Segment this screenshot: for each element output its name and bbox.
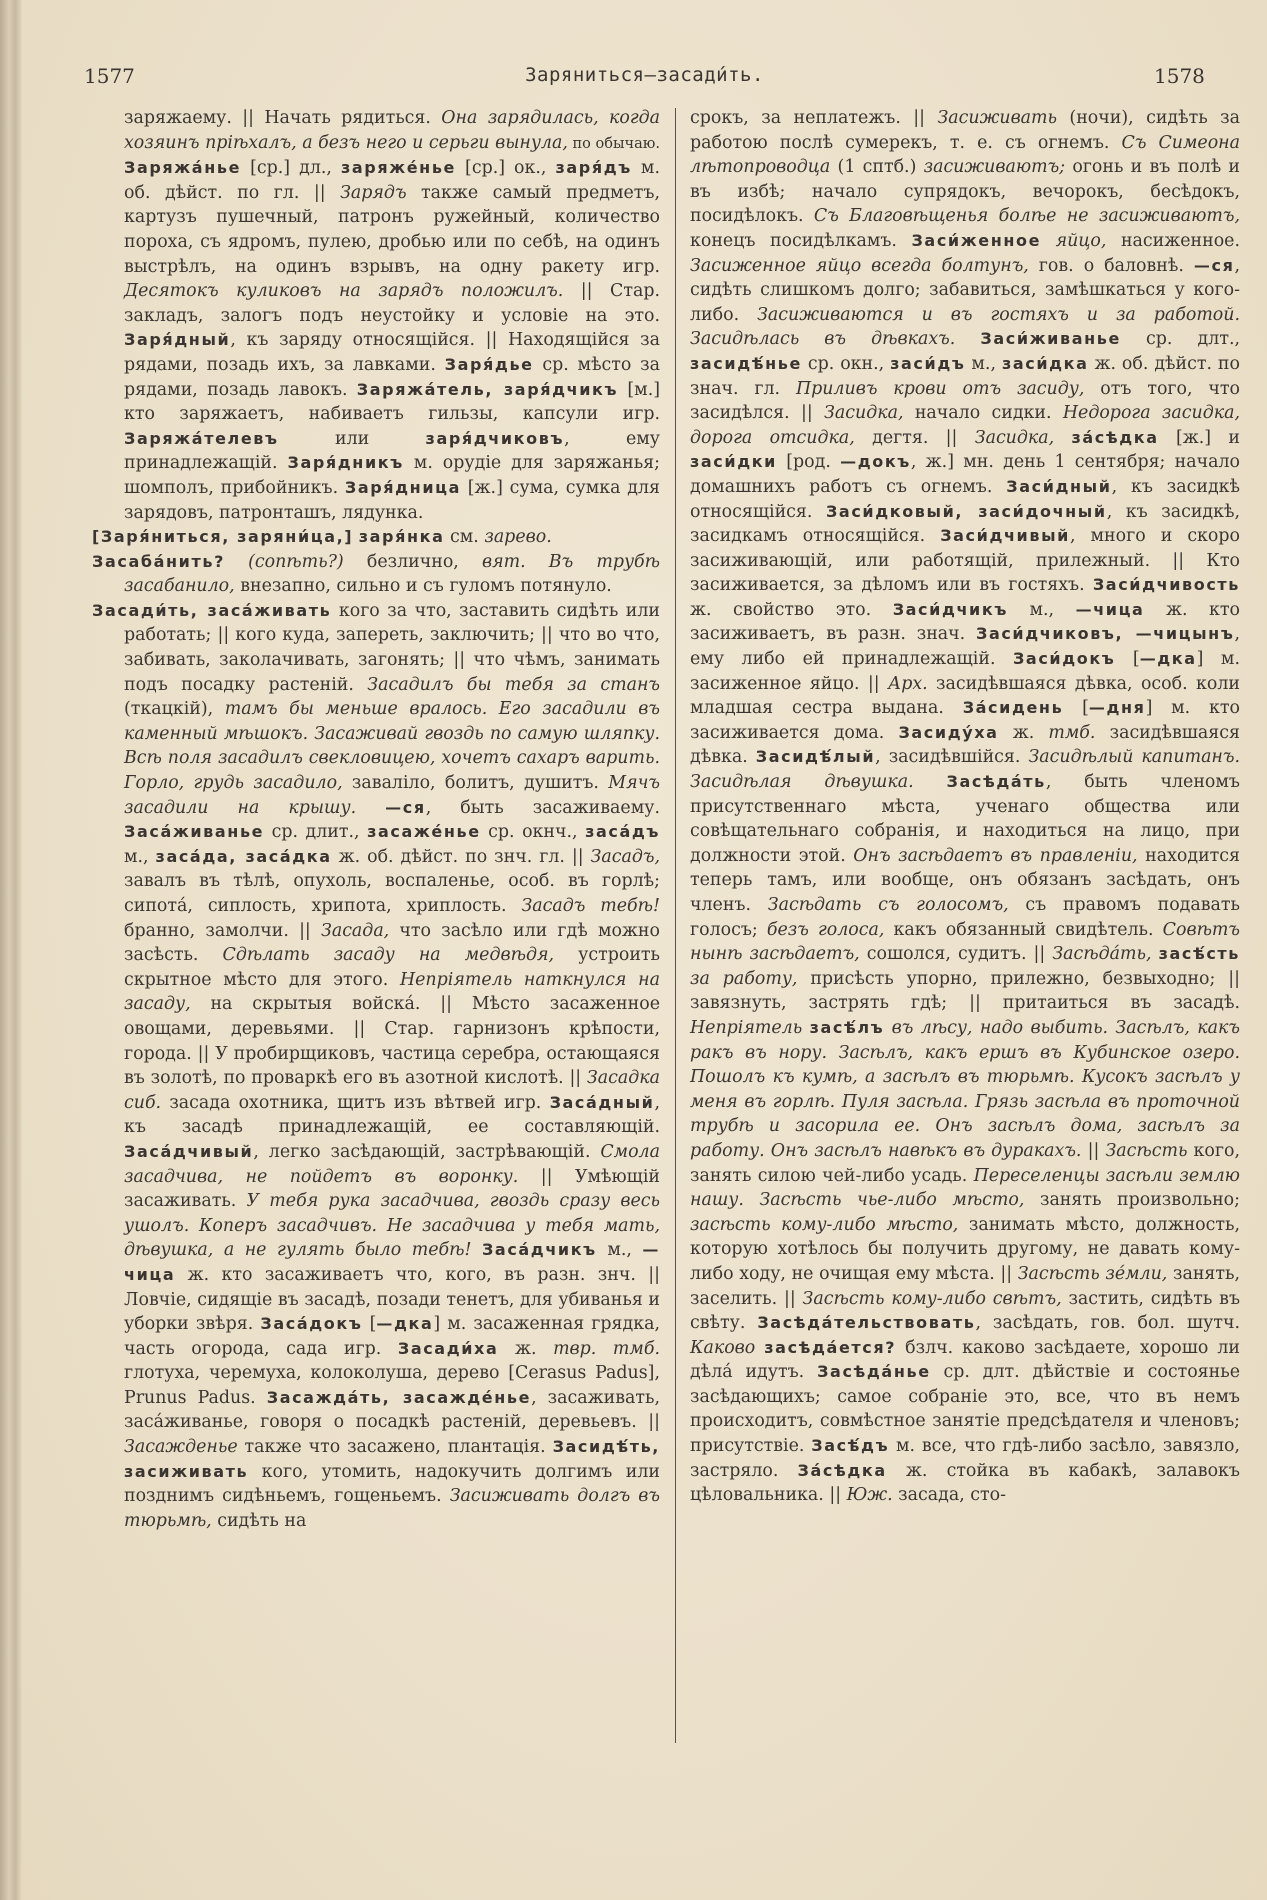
- headword: Засѣ́дъ: [811, 1436, 890, 1456]
- definition-text: м. орудіе для заряжанья; шомполъ, прибойникъ.: [124, 453, 660, 498]
- example-text: Зарядъ: [340, 182, 407, 203]
- headword: Заса́дный: [549, 1092, 655, 1112]
- left-column: [92, 106, 660, 1533]
- page-header: [22, 60, 1267, 90]
- headword: засаже́нье: [367, 822, 481, 842]
- headword: [Заря́ниться, заряни́ца,]: [92, 527, 354, 547]
- definition-text: ср. мѣсто за рядами, позадь лавокъ.: [124, 354, 660, 400]
- dictionary-entry: [92, 550, 660, 599]
- column-divider: [675, 108, 676, 1743]
- example-text: засѣсть кому-либо мѣсто,: [690, 1214, 959, 1235]
- example-text: Приливъ крови отъ засиду,: [795, 378, 1085, 399]
- definition-text: , ему принадлежащій.: [124, 428, 660, 474]
- headword: Заря́дница: [344, 477, 462, 497]
- definition-text: насиженное.: [1106, 230, 1240, 251]
- definition-text: м. все, что гдѣ-либо засѣло, завязло, застряло.: [690, 1436, 1240, 1481]
- definition-text: , къ засидкѣ, засидкамъ относящійся.: [690, 501, 1240, 547]
- example-text: Каково: [690, 1337, 756, 1358]
- definition-text: кого, утомить, надокучить долгимъ или позднимъ сидѣньемъ, гощеньемъ.: [124, 1461, 660, 1507]
- headword: Засади́ть, заса́живать: [92, 600, 332, 620]
- definition-text: засада охотника, щитъ изъ вѣтвей игр.: [161, 1092, 550, 1113]
- definition-text: , легко засѣдающій, застрѣвающій.: [253, 1141, 601, 1162]
- headword: Заси́дковый, заси́дочный: [825, 501, 1107, 521]
- headword: заси́дъ: [890, 353, 966, 373]
- definition-text: [м.] кто заряжаетъ, набиваетъ гильзы, капсули игр.: [124, 379, 661, 425]
- running-head: Зарянитьcя—засади́ть.: [525, 64, 764, 86]
- definition-text: бзлч. каково засѣдаете, хорошо ли дѣла́ идутъ.: [690, 1337, 1240, 1383]
- example-text: (сопѣть?): [248, 551, 344, 572]
- definition-text: [ж.] сума, сумка для зарядовъ, патронташъ, лядунка.: [124, 477, 660, 523]
- example-text: Съ Благовѣщенья болѣе не засиживаютъ,: [813, 206, 1241, 227]
- definition-text: ж. кто засиживаетъ, въ разн. знач.: [690, 599, 1240, 645]
- example-text: Юж.: [846, 1485, 893, 1506]
- definition-text: по обычаю.: [567, 135, 660, 152]
- example-text: Засѣсть: [1105, 1140, 1188, 1161]
- definition-text: засада, сто-: [892, 1485, 1006, 1506]
- definition-text: кого за что, заставить сидѣть или работать; || кого куда, запереть, заключить; || что во что, забивать, заколачивать, загонять; || что чѣмъ, занимать подъ посадку растеній.: [124, 600, 660, 695]
- definition-text: гов. о баловнѣ.: [1028, 255, 1194, 276]
- headword: —дка: [1139, 649, 1197, 669]
- example-text: Засѣда́ть,: [1052, 944, 1152, 965]
- headword: Заряжа́телевъ: [124, 428, 279, 448]
- definition-text: ср. длт.,: [1120, 329, 1240, 350]
- right-column: [690, 106, 1240, 1508]
- dictionary-entry: [690, 106, 1240, 1508]
- definition-text: также самый предметъ, картузъ пушечный, патронъ ружейный, количество пороха, съ ядромъ, пулею, дробью или по себѣ, на одинъ выстрѣлъ, на одинъ взрывъ, на одну ракету игр.: [124, 182, 660, 277]
- definition-text: срокъ, за неплатежъ. ||: [690, 108, 938, 128]
- definition-text: ж.: [998, 722, 1049, 743]
- definition-text: [1041, 231, 1056, 251]
- definition-text: ] м. засиженное яйцо. ||: [690, 649, 1240, 694]
- headword: заси́дка: [1001, 353, 1089, 373]
- definition-text: безлично,: [343, 551, 482, 572]
- definition-text: находится теперь тамъ, или вообще, онъ обязанъ засѣдать, онъ членъ.: [690, 845, 1240, 915]
- definition-text: что засѣло или гдѣ можно засѣсть.: [124, 920, 660, 966]
- example-text: Смола засадчива, не пойдетъ въ воронку.: [124, 1141, 660, 1187]
- definition-text: [225, 552, 248, 572]
- definition-text: || Стар. закладъ, залогъ подъ неустойку и условіе на это.: [124, 281, 660, 326]
- definition-text: какъ обязанный свидѣтель.: [884, 919, 1163, 940]
- definition-text: огонь и въ полѣ и въ избѣ; начало супрядокъ, вечорокъ, бесѣдокъ, посидѣлокъ.: [690, 157, 1240, 227]
- example-text: Она зарядилась, когда хозяинъ пріѣхалъ, а безъ него и серьги вынула,: [124, 108, 660, 153]
- example-text: Сдѣлать засаду на медвѣдя,: [222, 945, 555, 966]
- definition-text: , къ засидкѣ относящійся.: [690, 476, 1241, 522]
- headword: заря́нка: [358, 527, 445, 547]
- definition-text: см.: [444, 527, 485, 548]
- definition-text: [род.: [776, 452, 841, 473]
- example-text: Мячъ засадили на крышу.: [124, 773, 660, 818]
- definition-text: (ночи), сидѣть за работою послѣ сумерекъ, т. е. съ огнемъ.: [690, 108, 1240, 153]
- definition-text: [802, 1018, 809, 1038]
- definition-text: || Умѣющій засаживать.: [124, 1166, 660, 1212]
- definition-text: , быть засаживаему.: [425, 797, 660, 818]
- headword: Заса́дчикъ: [481, 1240, 597, 1260]
- definition-text: также что засажено, плантація.: [237, 1437, 553, 1458]
- example-text: Засада,: [320, 920, 390, 941]
- definition-text: [ср.] ок.,: [456, 158, 556, 179]
- headword: заря́дъ: [555, 158, 632, 178]
- headword: засидѣ́нье: [690, 353, 802, 373]
- definition-text: ж. об. дѣйст. по знач. гл.: [690, 353, 1240, 399]
- definition-text: на скрытыя войска́. || Мѣсто засаженное овощами, деревьями. || Стар. гарнизонъ крѣпости, города. || У пробирщиковъ, частица серебра, остающаяся въ золотѣ, по проваркѣ его въ азотной кислотѣ. ||: [124, 994, 660, 1089]
- definition-text: дегтя. ||: [854, 427, 975, 448]
- headword: Засѣда́тельствовать: [757, 1313, 976, 1333]
- example-text: Засиженное яйцо всегда болтунъ,: [690, 255, 1029, 276]
- headword: За́сѣдка: [797, 1460, 887, 1480]
- definition-text: засидѣвшаяся дѣвка, особ. коли младшая сестра выдана.: [690, 673, 1240, 719]
- headword: засѣ́сть: [1158, 944, 1241, 964]
- headword: засѣда́ется?: [764, 1337, 897, 1357]
- headword: Засидѣ́ть, засиживать: [124, 1437, 660, 1481]
- example-text: Засѣдать съ голосомъ,: [767, 895, 1009, 915]
- definition-text: засидѣвшаяся дѣвка.: [690, 722, 1240, 768]
- example-text: Засидка,: [824, 403, 904, 424]
- definition-text: [914, 772, 947, 792]
- definition-text: ж. стойка въ кабакѣ, залавокъ цѣловальника. ||: [690, 1460, 1240, 1506]
- headword: засѣ́лъ: [809, 1017, 885, 1037]
- definition-text: заваліло, болитъ, душитъ.: [342, 773, 609, 794]
- definition-text: [: [362, 1314, 377, 1335]
- definition-text: [: [1063, 698, 1089, 719]
- headword: Заряжа́нье: [124, 158, 242, 178]
- definition-text: [884, 1018, 891, 1038]
- definition-text: ср. длит.,: [264, 822, 368, 843]
- example-text: Засидка,: [974, 427, 1055, 448]
- example-text: Засѣсть кому-либо свѣтъ,: [802, 1288, 1062, 1309]
- definition-text: , много и скоро засиживающій, или работящій, прилежный. || Кто засиживается, за дѣломъ или въ гостяхъ.: [690, 526, 1240, 596]
- headword: Заси́дчиковъ, —чицынъ: [975, 624, 1235, 644]
- example-text: Засадилъ бы тебя за станъ: [367, 674, 661, 695]
- example-text: засиживаютъ;: [923, 157, 1066, 178]
- headword: заса́дъ: [585, 822, 660, 842]
- headword: За́сидень: [962, 698, 1064, 718]
- definition-text: занять произвольно;: [1024, 1190, 1240, 1211]
- example-text: Засадъ тебѣ!: [521, 896, 660, 916]
- definition-text: [ср.] дл.,: [241, 158, 341, 179]
- example-text: Засѣсть зе́мли,: [1017, 1263, 1168, 1284]
- example-text: Непріятель наткнулся на засаду,: [124, 969, 660, 1015]
- definition-text: ср. окн.,: [801, 353, 891, 374]
- definition-text: , ему либо ей принадлежащій.: [690, 624, 1240, 670]
- headword: —чица: [1075, 599, 1145, 619]
- headword: Заса́дчивый: [124, 1141, 254, 1161]
- definition-text: отъ того, что засидѣлся. ||: [690, 378, 1240, 424]
- example-text: Недорога засидка, дорога отсидка,: [690, 403, 1240, 448]
- dictionary-page: [22, 0, 1267, 1900]
- example-text: Засиживать долгъ въ тюрьмѣ,: [124, 1486, 660, 1531]
- example-text: Арх.: [888, 673, 928, 694]
- definition-text: , засѣдать, гов. бол. шутч.: [975, 1313, 1240, 1334]
- definition-text: ] м. кто засиживается дома.: [690, 698, 1240, 743]
- definition-text: , къ заряду относящійся. || Находящійся за рядами, позадь ихъ, за лавками.: [124, 330, 660, 375]
- definition-text: (ткацкій),: [124, 699, 225, 720]
- dictionary-entry: [92, 525, 660, 550]
- headword: —ся: [385, 797, 426, 817]
- example-text: Засидѣлый капитанъ. Засидѣлая дѣвушка.: [690, 747, 1241, 793]
- example-text: за работу,: [690, 968, 798, 989]
- definition-text: внезапно, сильно и съ гуломъ потянуло.: [234, 576, 612, 597]
- definition-text: занять, заселить. ||: [690, 1263, 1241, 1309]
- headword: Заси́живанье: [980, 329, 1121, 349]
- definition-text: , засидѣвшійся.: [875, 747, 1029, 768]
- definition-text: завалъ въ тѣлѣ, опухоль, воспаленье, особ. въ горлѣ; сипота́, сиплость, хрипота, хриплость.: [124, 871, 660, 916]
- headword: —дка: [376, 1314, 434, 1334]
- headword: Засаба́нить?: [92, 551, 225, 571]
- example-text: тмб.: [1048, 722, 1096, 743]
- definition-text: м.,: [965, 353, 1002, 374]
- definition-text: м. об. дѣйст. по гл. ||: [124, 158, 660, 203]
- book-binding-edge: [0, 0, 23, 1900]
- headword: —дня: [1088, 698, 1146, 718]
- headword: Заса́докъ: [260, 1314, 363, 1334]
- example-text: вят. Въ трубѣ засабанило,: [124, 551, 660, 597]
- definition-text: , ж.] мн. день 1 сентября; начало домашнихъ работъ съ огнемъ.: [690, 452, 1240, 497]
- headword: заряже́нье: [340, 158, 456, 178]
- headword: заса́да, заса́дка: [155, 846, 332, 866]
- definition-text: конецъ посидѣлкамъ.: [690, 230, 912, 251]
- example-text: Онъ засѣдаетъ въ правленіи,: [853, 845, 1138, 866]
- definition-text: (1 сптб.): [830, 157, 924, 178]
- headword: —чица: [124, 1240, 661, 1284]
- definition-text: [755, 1338, 764, 1358]
- example-text: зарево.: [484, 527, 552, 548]
- definition-text: сошолся, судитъ. ||: [859, 944, 1053, 965]
- example-text: въ лѣсу, надо выбить. Засѣлъ, какъ ракъ въ нору. Засѣлъ, какъ ершъ въ Кубинское озеро. Пошолъ къ кумѣ, а засѣлъ въ тюрьмѣ. Кусокъ засѣлъ у меня въ горлѣ. Пуля засѣла. Грязь засѣла въ проточной трубѣ и засорила ее. Онъ засѣлъ дома, засѣлъ за работу. Онъ засѣлъ навѣкъ въ дуракахъ.: [690, 1017, 1240, 1161]
- headword: Заряжа́тель, заря́дчикъ: [356, 379, 619, 399]
- headword: Заря́дье: [444, 354, 534, 374]
- headword: Засиду́ха: [898, 722, 999, 742]
- headword: Заси́дчикъ: [892, 599, 1008, 619]
- headword: Заса́живанье: [124, 822, 265, 842]
- headword: Заря́дникъ: [287, 453, 404, 473]
- definition-text: занимать мѣсто, должность, которую хотѣлось бы получить другому, не давать кому-либо ходу, не очищая ему мѣста. ||: [690, 1214, 1241, 1284]
- definition-text: [1054, 428, 1071, 448]
- headword: Засѣда́нье: [817, 1362, 931, 1382]
- example-text: Съ Симеона лѣтопроводца: [690, 132, 1240, 178]
- definition-text: м.,: [1007, 599, 1076, 620]
- headword: —ся: [1193, 255, 1235, 275]
- definition-text: кого, занять силою чей-либо усадь.: [690, 1140, 1241, 1186]
- headword: заря́дчиковъ: [425, 428, 565, 448]
- headword: Заси́дный: [1006, 476, 1112, 496]
- definition-text: , быть членомъ присутственнаго мѣста, ученаго общества или совѣщательнаго собранія, и находиться на лицо, при должности этой.: [690, 772, 1240, 866]
- headword: Заси́женное: [911, 230, 1042, 250]
- headword: Заси́докъ: [1012, 649, 1116, 669]
- definition-text: [: [1115, 649, 1140, 670]
- definition-text: , къ засадѣ принадлежащій, ее составляющій.: [124, 1092, 660, 1138]
- example-text: тамъ бы меньше вралось. Его засадили въ каменный мѣшокъ. Засаживай гвоздь по самую шляпку. Всѣ поля засадилъ свекловицею, хочетъ сахаръ варить. Горло, грудь засадило,: [124, 699, 660, 794]
- example-text: твр. тмб.: [553, 1338, 660, 1359]
- page-number-left: 1577: [84, 64, 135, 88]
- definition-text: [356, 798, 385, 818]
- example-text: Десятокъ куликовъ на зарядъ положилъ.: [124, 281, 564, 302]
- definition-text: , засаживать, заса́живанье, говоря о посадкѣ растеній, деревьевъ. ||: [124, 1387, 661, 1433]
- example-text: Засадка сиб.: [124, 1068, 660, 1113]
- example-text: Засадъ,: [590, 846, 660, 867]
- definition-text: м.,: [124, 846, 156, 867]
- headword: Заси́дчивость: [1092, 575, 1240, 595]
- example-text: Засиживать: [937, 108, 1058, 128]
- definition-text: ж. об. дѣйст. по знч. гл. ||: [331, 846, 591, 867]
- definition-text: заряжаему. || Начать рядиться.: [124, 108, 442, 128]
- definition-text: съ правомъ подавать голосъ;: [690, 895, 1240, 940]
- headword: Заси́дчивый: [940, 526, 1070, 546]
- headword: Засади́ха: [397, 1338, 499, 1358]
- definition-text: м.,: [596, 1240, 643, 1261]
- example-text: Совѣтъ нынѣ засѣдаетъ,: [690, 919, 1240, 965]
- headword: Заря́дный: [124, 330, 231, 350]
- headword: заси́дки: [690, 452, 777, 472]
- page-number-right: 1578: [1154, 64, 1205, 88]
- headword: —докъ: [840, 452, 911, 472]
- example-text: Переселенцы засѣли землю нашу. Засѣсть чье-либо мѣсто,: [690, 1165, 1240, 1211]
- definition-text: [1152, 944, 1159, 964]
- definition-text: [ж.] и: [1158, 427, 1240, 448]
- example-text: У тебя рука засадчива, гвоздь сразу весь ушолъ. Коперъ засадчивъ. Не засадчива у тебя мать, дѣвушка, а не гулять было тебѣ!: [124, 1191, 660, 1261]
- dictionary-entry: [92, 106, 660, 525]
- headword: за́сѣдка: [1071, 427, 1159, 447]
- definition-text: или: [278, 428, 426, 449]
- example-text: безъ голоса,: [766, 919, 885, 940]
- definition-text: [955, 329, 980, 349]
- definition-text: застить, сидѣть въ свѣту.: [690, 1288, 1241, 1334]
- definition-text: сидѣть на: [211, 1510, 307, 1531]
- dictionary-entry: [92, 599, 660, 1534]
- headword: Засѣда́ть: [946, 772, 1046, 792]
- definition-text: начало сидки.: [903, 403, 1063, 424]
- definition-text: ж. кто засаживаетъ что, кого, въ разн. знч. || Ловчіе, сидящіе въ засадѣ, позади тенетъ, для убиванья и уборки звѣря.: [124, 1264, 660, 1335]
- headword: Засажда́ть, засажде́нье: [266, 1387, 532, 1407]
- definition-text: [471, 1240, 482, 1260]
- definition-text: ж.: [498, 1338, 554, 1359]
- definition-text: устроить скрытное мѣсто для этого.: [124, 945, 660, 990]
- example-text: Засиживаются и въ гостяхъ и за работой. Засидѣлась въ дѣвкахъ.: [690, 304, 1241, 350]
- definition-text: ср. длт. дѣйствіе и состоянье засѣдающихъ; самое собраніе это, все, что въ немъ происходитъ, совмѣстное занятіе предсѣдателя и членовъ; присутствіе.: [690, 1362, 1240, 1457]
- example-text: Засажденье: [124, 1437, 238, 1458]
- definition-text: бранно, замолчи. ||: [124, 920, 321, 941]
- example-text: яйцо,: [1055, 230, 1107, 251]
- definition-text: ] м. засаженная грядка, часть огорода, сада игр.: [124, 1314, 660, 1359]
- definition-text: ж. свойство это.: [690, 599, 893, 620]
- definition-text: , сидѣть слишкомъ долго; забавиться, замѣшкаться у кого-либо.: [690, 255, 1240, 325]
- definition-text: ||: [1081, 1140, 1106, 1161]
- headword: Засидѣ́лый: [755, 747, 876, 767]
- example-text: Непріятель: [690, 1017, 803, 1038]
- definition-text: ср. окнч.,: [480, 822, 586, 843]
- definition-text: присѣсть упорно, прилежно, безвыходно; || завязнуть, застрять гдѣ; || притаиться въ засадѣ.: [690, 968, 1240, 1014]
- definition-text: глотуха, черемуха, колоколуша, дерево [Cerasus Padus], Prunus Padus.: [124, 1363, 660, 1408]
